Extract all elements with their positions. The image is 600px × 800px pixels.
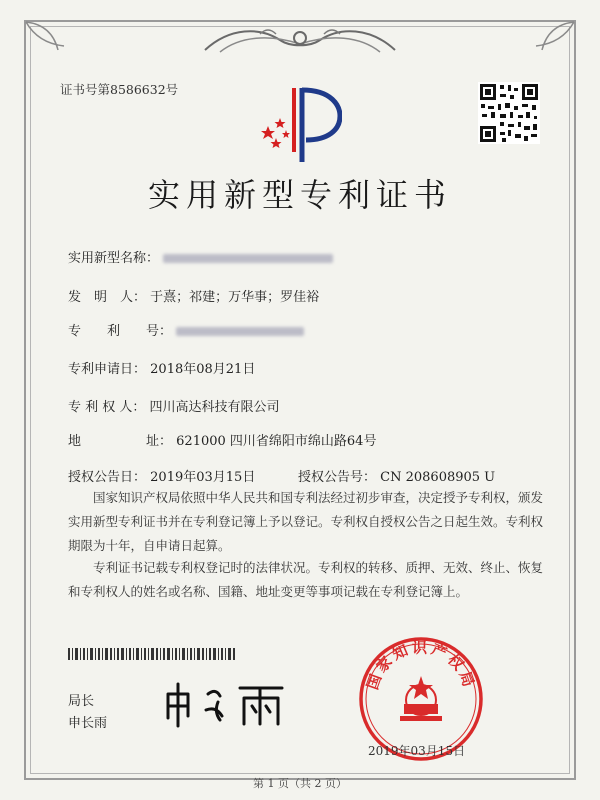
grant-number-value: CN 208608905 U [380,470,496,485]
patent-number-row [68,320,304,339]
address-label: 地 址： [68,434,173,449]
grant-statement-paragraph: 国家知识产权局依照中华人民共和国专利法经过初步审查，决定授予专利权，颁发实用新型专利证书并在专利登记簿上予以登记。专利权自授权公告之日起生效。专利权期限为十年，自申请日起算。 [68,490,544,553]
seal-text: 国家知识产权局 [363,638,479,692]
seal-date: 2019年03月15日 [368,744,466,758]
redacted-utility-name [163,254,333,263]
grant-date-value: 2019年03月15日 [150,470,256,485]
address-row [68,430,376,449]
page-indicator: 第 1 页（共 2 页） [253,777,347,790]
certificate-number: 证书号第8586632号 [60,82,179,97]
certificate-title: 实用新型专利证书 [147,176,452,214]
director-signature [160,680,310,730]
director-title: 局长 [68,694,95,709]
grant-date-label: 授权公告日： [68,470,147,485]
barcode-icon [68,648,236,660]
inventor-row [68,286,319,305]
corner-ornament-left [24,20,94,54]
patentee-row [68,396,280,415]
legal-status-paragraph: 专利证书记载专利权登记时的法律状况。专利权的转移、质押、无效、终止、恢复和专利权人的姓名或名称、国籍、地址变更等事项记载在专利登记簿上。 [68,560,544,599]
top-ornament [200,22,400,56]
grant-number-row [298,466,495,485]
patentee-value: 四川高达科技有限公司 [149,400,280,415]
filing-date-row [68,358,255,377]
corner-ornament-right [506,20,576,54]
patent-number-label: 专 利 号： [68,324,173,339]
filing-date-value: 2018年08月21日 [150,362,256,377]
patent-office-logo-icon [258,82,342,166]
address-value: 621000 四川省绵阳市绵山路64号 [176,434,377,449]
utility-name-row [68,247,333,266]
utility-name-label: 实用新型名称： [68,251,160,266]
patentee-label: 专 利 权 人： [68,400,146,415]
qr-code-icon [478,82,540,144]
inventor-label: 发 明 人： [68,290,147,305]
redacted-patent-number [176,327,304,336]
grant-number-label: 授权公告号： [298,470,377,485]
grant-date-row [68,466,255,485]
director-name: 申长雨 [68,716,108,731]
inventor-value: 于熹；祁建；万华事；罗佳裕 [150,290,320,305]
filing-date-label: 专利申请日： [68,362,147,377]
